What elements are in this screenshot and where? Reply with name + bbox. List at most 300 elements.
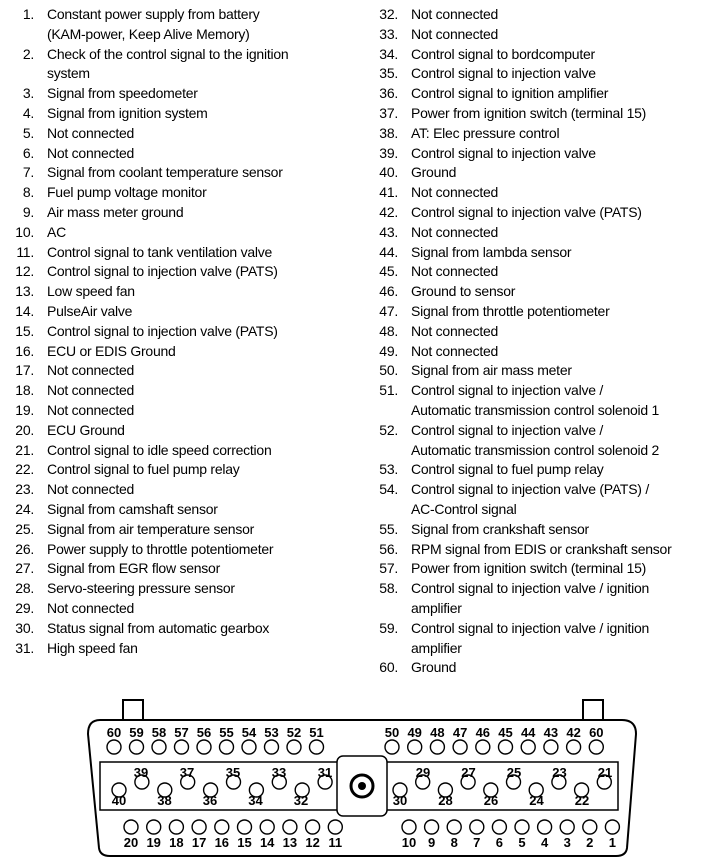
- pin-description: [398, 223, 704, 243]
- pin-label: 17: [191, 835, 207, 850]
- pin-label: 6: [495, 835, 504, 850]
- pin-description-line: Automatic transmission control solenoid 1: [411, 401, 660, 418]
- pin-number: 8.: [22, 184, 34, 201]
- pin-label: 42: [566, 725, 581, 740]
- pin-entry: [364, 45, 704, 65]
- pin-description-line: Control signal to injection valve (PATS): [47, 322, 278, 339]
- pin-description: [34, 183, 345, 203]
- pin-number: 3.: [22, 85, 34, 102]
- pin-description: [34, 5, 345, 45]
- pin-description-line: Not connected: [47, 382, 135, 399]
- pin-description: [398, 84, 704, 104]
- pin-entry: [0, 322, 345, 342]
- pin-description: [398, 361, 704, 381]
- pin-description-line: Not connected: [47, 599, 135, 616]
- connector-pin: [152, 740, 166, 754]
- pin-label: 18: [169, 835, 184, 850]
- pin-number: 16.: [15, 342, 34, 359]
- pin-description: [34, 45, 345, 85]
- pin-description-line: Servo-steering pressure sensor: [47, 580, 235, 597]
- pin-description-line: Not connected: [411, 25, 499, 42]
- pin-label: 59: [129, 725, 144, 740]
- pin-label: 23: [552, 765, 567, 780]
- pin-description-line: Control signal to injection valve /: [411, 382, 604, 399]
- pin-label: 36: [202, 793, 218, 808]
- pin-description: [398, 5, 704, 25]
- pin-label: 57: [174, 725, 189, 740]
- pin-entry: [364, 203, 704, 223]
- pin-description: [34, 203, 345, 223]
- pin-entry: [364, 520, 704, 540]
- pin-number: 13.: [15, 283, 34, 300]
- connector-pin: [560, 820, 574, 834]
- pin-number: 11.: [16, 243, 34, 260]
- pin-description: [34, 599, 345, 619]
- connector-pin: [306, 820, 320, 834]
- pin-description: [398, 302, 704, 322]
- pin-description-line: AC-Control signal: [411, 500, 517, 517]
- pin-number: 10.: [15, 223, 34, 240]
- pin-description: [34, 460, 345, 480]
- pin-description-line: Constant power supply from battery: [47, 6, 260, 22]
- pin-label: 39: [133, 765, 149, 780]
- pin-description-line: Ground: [411, 164, 457, 181]
- center-bolt-hole: [358, 782, 366, 790]
- pin-number: 25.: [15, 520, 34, 537]
- pin-entry: [364, 64, 704, 84]
- pin-entry: [0, 480, 345, 500]
- pin-label: 26: [483, 793, 499, 808]
- pin-entry: [0, 84, 345, 104]
- connector-pin: [453, 740, 467, 754]
- connector-pin: [470, 820, 484, 834]
- pin-entry: [0, 540, 345, 560]
- pin-description-line: amplifier: [411, 639, 462, 656]
- pin-entry: [364, 480, 704, 520]
- pin-label: 24: [529, 793, 544, 808]
- pin-description-line: system: [47, 65, 90, 82]
- pin-label: 47: [452, 725, 468, 740]
- pin-label: 12: [305, 835, 320, 850]
- pin-number: 59.: [379, 619, 398, 636]
- connector-pin: [402, 820, 416, 834]
- pin-entry: [0, 421, 345, 441]
- pin-description: [398, 45, 704, 65]
- pin-entry: [364, 302, 704, 322]
- pin-entry: [364, 282, 704, 302]
- pin-entry: [364, 84, 704, 104]
- pin-description-line: Signal from lambda sensor: [411, 243, 572, 260]
- pin-number: 30.: [15, 619, 34, 636]
- pin-entry: [364, 381, 704, 421]
- pin-entry: [364, 658, 704, 678]
- pin-label: 1: [608, 835, 617, 850]
- pin-description: [398, 183, 704, 203]
- pin-number: 24.: [15, 500, 34, 517]
- connector-pin: [447, 820, 461, 834]
- pin-description: [398, 619, 704, 659]
- connector-pin: [499, 740, 513, 754]
- connector-pin: [515, 820, 529, 834]
- pin-entry: [364, 144, 704, 164]
- pin-description: [398, 64, 704, 84]
- pin-label: 56: [196, 725, 212, 740]
- pin-label: 4: [540, 835, 549, 850]
- pin-label: 9: [427, 835, 436, 850]
- pin-description: [34, 84, 345, 104]
- pin-description: [398, 421, 704, 461]
- pin-description-line: Not connected: [411, 322, 499, 339]
- pin-description: [34, 223, 345, 243]
- pin-number: 19.: [15, 401, 34, 418]
- pin-entry: [0, 104, 345, 124]
- pin-entry: [0, 282, 345, 302]
- pin-number: 45.: [379, 263, 398, 280]
- pin-entry: [364, 25, 704, 45]
- pin-description: [34, 302, 345, 322]
- pin-label: 44: [520, 725, 536, 740]
- pin-entry: [0, 203, 345, 223]
- pin-description: [34, 559, 345, 579]
- pin-description-line: Control signal to injection valve / ignition: [411, 580, 650, 597]
- pin-description-line: Power from ignition switch (terminal 15): [411, 104, 647, 121]
- pin-description: [398, 322, 704, 342]
- pin-label: 31: [317, 765, 333, 780]
- pin-description-line: Check of the control signal to the ignition: [47, 45, 289, 62]
- pin-description-line: Control signal to injection valve (PATS): [411, 203, 642, 220]
- connector-pin: [220, 740, 234, 754]
- pin-number: 23.: [15, 481, 34, 498]
- pin-number: 36.: [379, 85, 398, 102]
- pin-label: 2: [586, 835, 594, 850]
- pin-description-line: Power supply to throttle potentiometer: [47, 540, 274, 557]
- pin-label: 15: [237, 835, 252, 850]
- pin-description-line: (KAM-power, Keep Alive Memory): [47, 25, 250, 42]
- pin-description-line: AC: [47, 223, 66, 240]
- pin-description-line: High speed fan: [47, 639, 138, 656]
- pin-entry: [0, 500, 345, 520]
- pin-entry: [0, 163, 345, 183]
- pin-entry: [364, 104, 704, 124]
- pin-number: 12.: [15, 263, 34, 280]
- pin-description-line: Control signal to tank ventilation valve: [47, 243, 273, 260]
- pin-label: 5: [518, 835, 526, 850]
- pin-description-line: Control signal to injection valve (PATS): [47, 263, 278, 280]
- pin-number: 35.: [379, 65, 398, 82]
- pin-description: [34, 520, 345, 540]
- pin-description-line: Signal from speedometer: [47, 85, 198, 102]
- pin-description-line: Control signal to fuel pump relay: [411, 461, 604, 478]
- pin-description: [398, 124, 704, 144]
- pin-description-line: Control signal to ignition amplifier: [411, 85, 609, 102]
- pin-label: 53: [264, 725, 279, 740]
- pin-label: 20: [123, 835, 139, 850]
- pin-label: 45: [498, 725, 513, 740]
- pin-number: 5.: [22, 124, 34, 141]
- pin-description-line: Control signal to idle speed correction: [47, 441, 272, 458]
- pin-list-right: [364, 5, 704, 678]
- pin-description: [398, 262, 704, 282]
- pin-entry: [0, 124, 345, 144]
- pin-description-line: Status signal from automatic gearbox: [47, 619, 270, 636]
- pin-label: 3: [563, 835, 571, 850]
- pin-label: 7: [473, 835, 481, 850]
- pin-description-line: Signal from ignition system: [47, 104, 208, 121]
- pin-number: 32.: [379, 6, 398, 22]
- pin-number: 17.: [15, 362, 34, 379]
- pin-number: 49.: [379, 342, 398, 359]
- pin-label: 50: [384, 725, 400, 740]
- pin-description: [398, 460, 704, 480]
- connector-pin: [408, 740, 422, 754]
- pin-number: 53.: [379, 461, 398, 478]
- pin-entry: [364, 243, 704, 263]
- pin-entry: [364, 540, 704, 560]
- pin-number: 27.: [15, 560, 34, 577]
- pin-number: 22.: [15, 461, 34, 478]
- pin-description: [34, 124, 345, 144]
- pin-number: 33.: [379, 25, 398, 42]
- connector-pin: [538, 820, 552, 834]
- pin-description: [34, 619, 345, 639]
- pin-label: 35: [225, 765, 241, 780]
- pin-description-line: Automatic transmission control solenoid 2: [411, 441, 660, 458]
- pin-number: 29.: [15, 599, 34, 616]
- connector-pin: [425, 820, 439, 834]
- pin-entry: [364, 322, 704, 342]
- pin-description-line: Control signal to fuel pump relay: [47, 461, 240, 478]
- pin-entry: [364, 223, 704, 243]
- pin-description: [398, 658, 704, 678]
- pin-label: 40: [111, 793, 127, 808]
- pin-description-line: Control signal to injection valve (PATS) /: [411, 481, 649, 498]
- connector-pin: [283, 820, 297, 834]
- pin-number: 26.: [15, 540, 34, 557]
- pin-number: 51.: [379, 382, 398, 399]
- pin-entry: [364, 579, 704, 619]
- pin-label: 34: [248, 793, 263, 808]
- pin-description: [34, 480, 345, 500]
- connector-pin: [476, 740, 490, 754]
- connector-pin: [238, 820, 252, 834]
- connector-pin: [605, 820, 619, 834]
- pin-description: [34, 342, 345, 362]
- connector-pin: [215, 820, 229, 834]
- pin-description-line: Not connected: [47, 144, 135, 161]
- pin-description: [398, 559, 704, 579]
- pin-number: 50.: [379, 362, 398, 379]
- pin-description: [34, 361, 345, 381]
- pin-entry: [0, 361, 345, 381]
- pin-description: [398, 203, 704, 223]
- pin-number: 52.: [379, 421, 398, 438]
- pin-description-line: Control signal to bordcomputer: [411, 45, 595, 62]
- pin-description-line: Not connected: [411, 342, 499, 359]
- pin-description-line: Fuel pump voltage monitor: [47, 184, 207, 201]
- pin-label: 10: [401, 835, 417, 850]
- pin-label: 58: [151, 725, 167, 740]
- pin-number: 57.: [379, 560, 398, 577]
- pin-number: 15.: [15, 322, 34, 339]
- pin-entry: [0, 639, 345, 659]
- pin-entry: [364, 342, 704, 362]
- pin-description-line: Not connected: [47, 481, 135, 498]
- pin-entry: [0, 302, 345, 322]
- pin-number: 34.: [379, 45, 398, 62]
- locking-tab-left: [123, 700, 143, 722]
- pin-description-line: Control signal to injection valve / ignition: [411, 619, 650, 636]
- pin-number: 37.: [379, 104, 398, 121]
- pin-description-line: RPM signal from EDIS or crankshaft sensor: [411, 540, 672, 557]
- pin-number: 2.: [22, 45, 34, 62]
- pin-description: [398, 480, 704, 520]
- pin-entry: [364, 163, 704, 183]
- pin-description: [34, 322, 345, 342]
- pin-description-line: Control signal to injection valve: [411, 144, 596, 161]
- pin-description: [34, 104, 345, 124]
- pin-label: 27: [461, 765, 476, 780]
- pin-number: 31.: [15, 639, 34, 656]
- pin-entry: [0, 401, 345, 421]
- pin-description-line: Low speed fan: [47, 283, 135, 300]
- pin-label: 19: [146, 835, 161, 850]
- pin-description-line: Not connected: [47, 401, 135, 418]
- pin-entry: [0, 381, 345, 401]
- pin-description-line: Ground: [411, 659, 457, 676]
- pin-description: [34, 500, 345, 520]
- pin-label: 60: [589, 725, 604, 740]
- connector-pin: [385, 740, 399, 754]
- pin-description-line: Signal from coolant temperature sensor: [47, 164, 283, 181]
- pin-description: [34, 540, 345, 560]
- pin-entry: [364, 124, 704, 144]
- pin-number: 42.: [379, 203, 398, 220]
- pin-description-line: Not connected: [411, 6, 499, 22]
- pin-label: 52: [286, 725, 302, 740]
- pin-description-line: Not connected: [47, 362, 135, 379]
- pin-description: [34, 381, 345, 401]
- pin-label: 46: [475, 725, 491, 740]
- pin-label: 14: [259, 835, 275, 850]
- pin-description: [398, 282, 704, 302]
- connector-pin: [130, 740, 144, 754]
- pin-entry: [0, 441, 345, 461]
- pin-description-line: AT: Elec pressure control: [411, 124, 560, 141]
- pin-number: 21.: [15, 441, 34, 458]
- connector-pin: [242, 740, 256, 754]
- connector-pin: [310, 740, 324, 754]
- pin-number: 44.: [379, 243, 398, 260]
- connector-pin: [287, 740, 301, 754]
- pin-description: [398, 163, 704, 183]
- pin-description-line: Control signal to injection valve /: [411, 421, 604, 438]
- pin-description: [398, 144, 704, 164]
- pin-entry: [0, 342, 345, 362]
- pin-description-line: Not connected: [411, 184, 499, 201]
- pin-entry: [0, 183, 345, 203]
- pin-entry: [364, 262, 704, 282]
- pin-label: 33: [271, 765, 287, 780]
- pin-label: 8: [450, 835, 458, 850]
- pin-entry: [0, 599, 345, 619]
- pin-number: 56.: [379, 540, 398, 557]
- pin-description: [34, 243, 345, 263]
- pin-description-line: Not connected: [47, 124, 135, 141]
- pin-description: [398, 25, 704, 45]
- pin-description-line: Signal from air mass meter: [411, 362, 572, 379]
- pin-entry: [0, 243, 345, 263]
- pin-entry: [0, 579, 345, 599]
- connector-pin: [197, 740, 211, 754]
- pin-number: 18.: [15, 382, 34, 399]
- pin-label: 48: [430, 725, 445, 740]
- pin-number: 40.: [379, 164, 398, 181]
- pin-entry: [0, 460, 345, 480]
- pin-description: [398, 104, 704, 124]
- connector-pin: [192, 820, 206, 834]
- pin-number: 1.: [22, 6, 34, 22]
- pin-number: 54.: [379, 481, 398, 498]
- pin-label: 32: [293, 793, 309, 808]
- pin-description-line: Signal from throttle potentiometer: [411, 302, 610, 319]
- pin-description-line: ECU Ground: [47, 421, 125, 438]
- pin-entry: [0, 223, 345, 243]
- pin-description-line: ECU or EDIS Ground: [47, 342, 176, 359]
- pin-description-line: PulseAir valve: [47, 302, 133, 319]
- pin-number: 58.: [379, 580, 398, 597]
- pin-list-left: [0, 5, 345, 658]
- pin-description: [34, 441, 345, 461]
- pin-description: [34, 401, 345, 421]
- connector-pin: [583, 820, 597, 834]
- pin-description: [398, 540, 704, 560]
- pin-number: 47.: [379, 302, 398, 319]
- ecu-connector-diagram: [0, 690, 704, 862]
- pin-label: 13: [282, 835, 298, 850]
- pin-description-line: Ground to sensor: [411, 283, 516, 300]
- pin-label: 22: [574, 793, 590, 808]
- pin-label: 25: [506, 765, 522, 780]
- pin-description-line: Signal from air temperature sensor: [47, 520, 255, 537]
- pin-entry: [364, 559, 704, 579]
- pin-entry: [0, 45, 345, 85]
- connector-pin: [124, 820, 138, 834]
- pin-number: 46.: [379, 283, 398, 300]
- pin-number: 4.: [22, 104, 34, 121]
- connector-pin: [589, 740, 603, 754]
- pin-description-line: Not connected: [411, 223, 499, 240]
- pin-entry: [0, 520, 345, 540]
- pin-description: [398, 243, 704, 263]
- pin-description-line: Power from ignition switch (terminal 15): [411, 560, 647, 577]
- pin-description-line: amplifier: [411, 599, 462, 616]
- pin-number: 28.: [15, 580, 34, 597]
- pin-entry: [364, 361, 704, 381]
- pin-label: 55: [219, 725, 234, 740]
- pin-number: 38.: [379, 124, 398, 141]
- connector-pin: [147, 820, 161, 834]
- pin-label: 37: [179, 765, 195, 780]
- connector-pin: [175, 740, 189, 754]
- pin-description: [34, 144, 345, 164]
- connector-pin: [544, 740, 558, 754]
- pin-description-line: Signal from camshaft sensor: [47, 500, 218, 517]
- connector-pin: [265, 740, 279, 754]
- pin-entry: [364, 619, 704, 659]
- pin-description: [398, 520, 704, 540]
- pin-number: 55.: [379, 520, 398, 537]
- pin-label: 43: [543, 725, 559, 740]
